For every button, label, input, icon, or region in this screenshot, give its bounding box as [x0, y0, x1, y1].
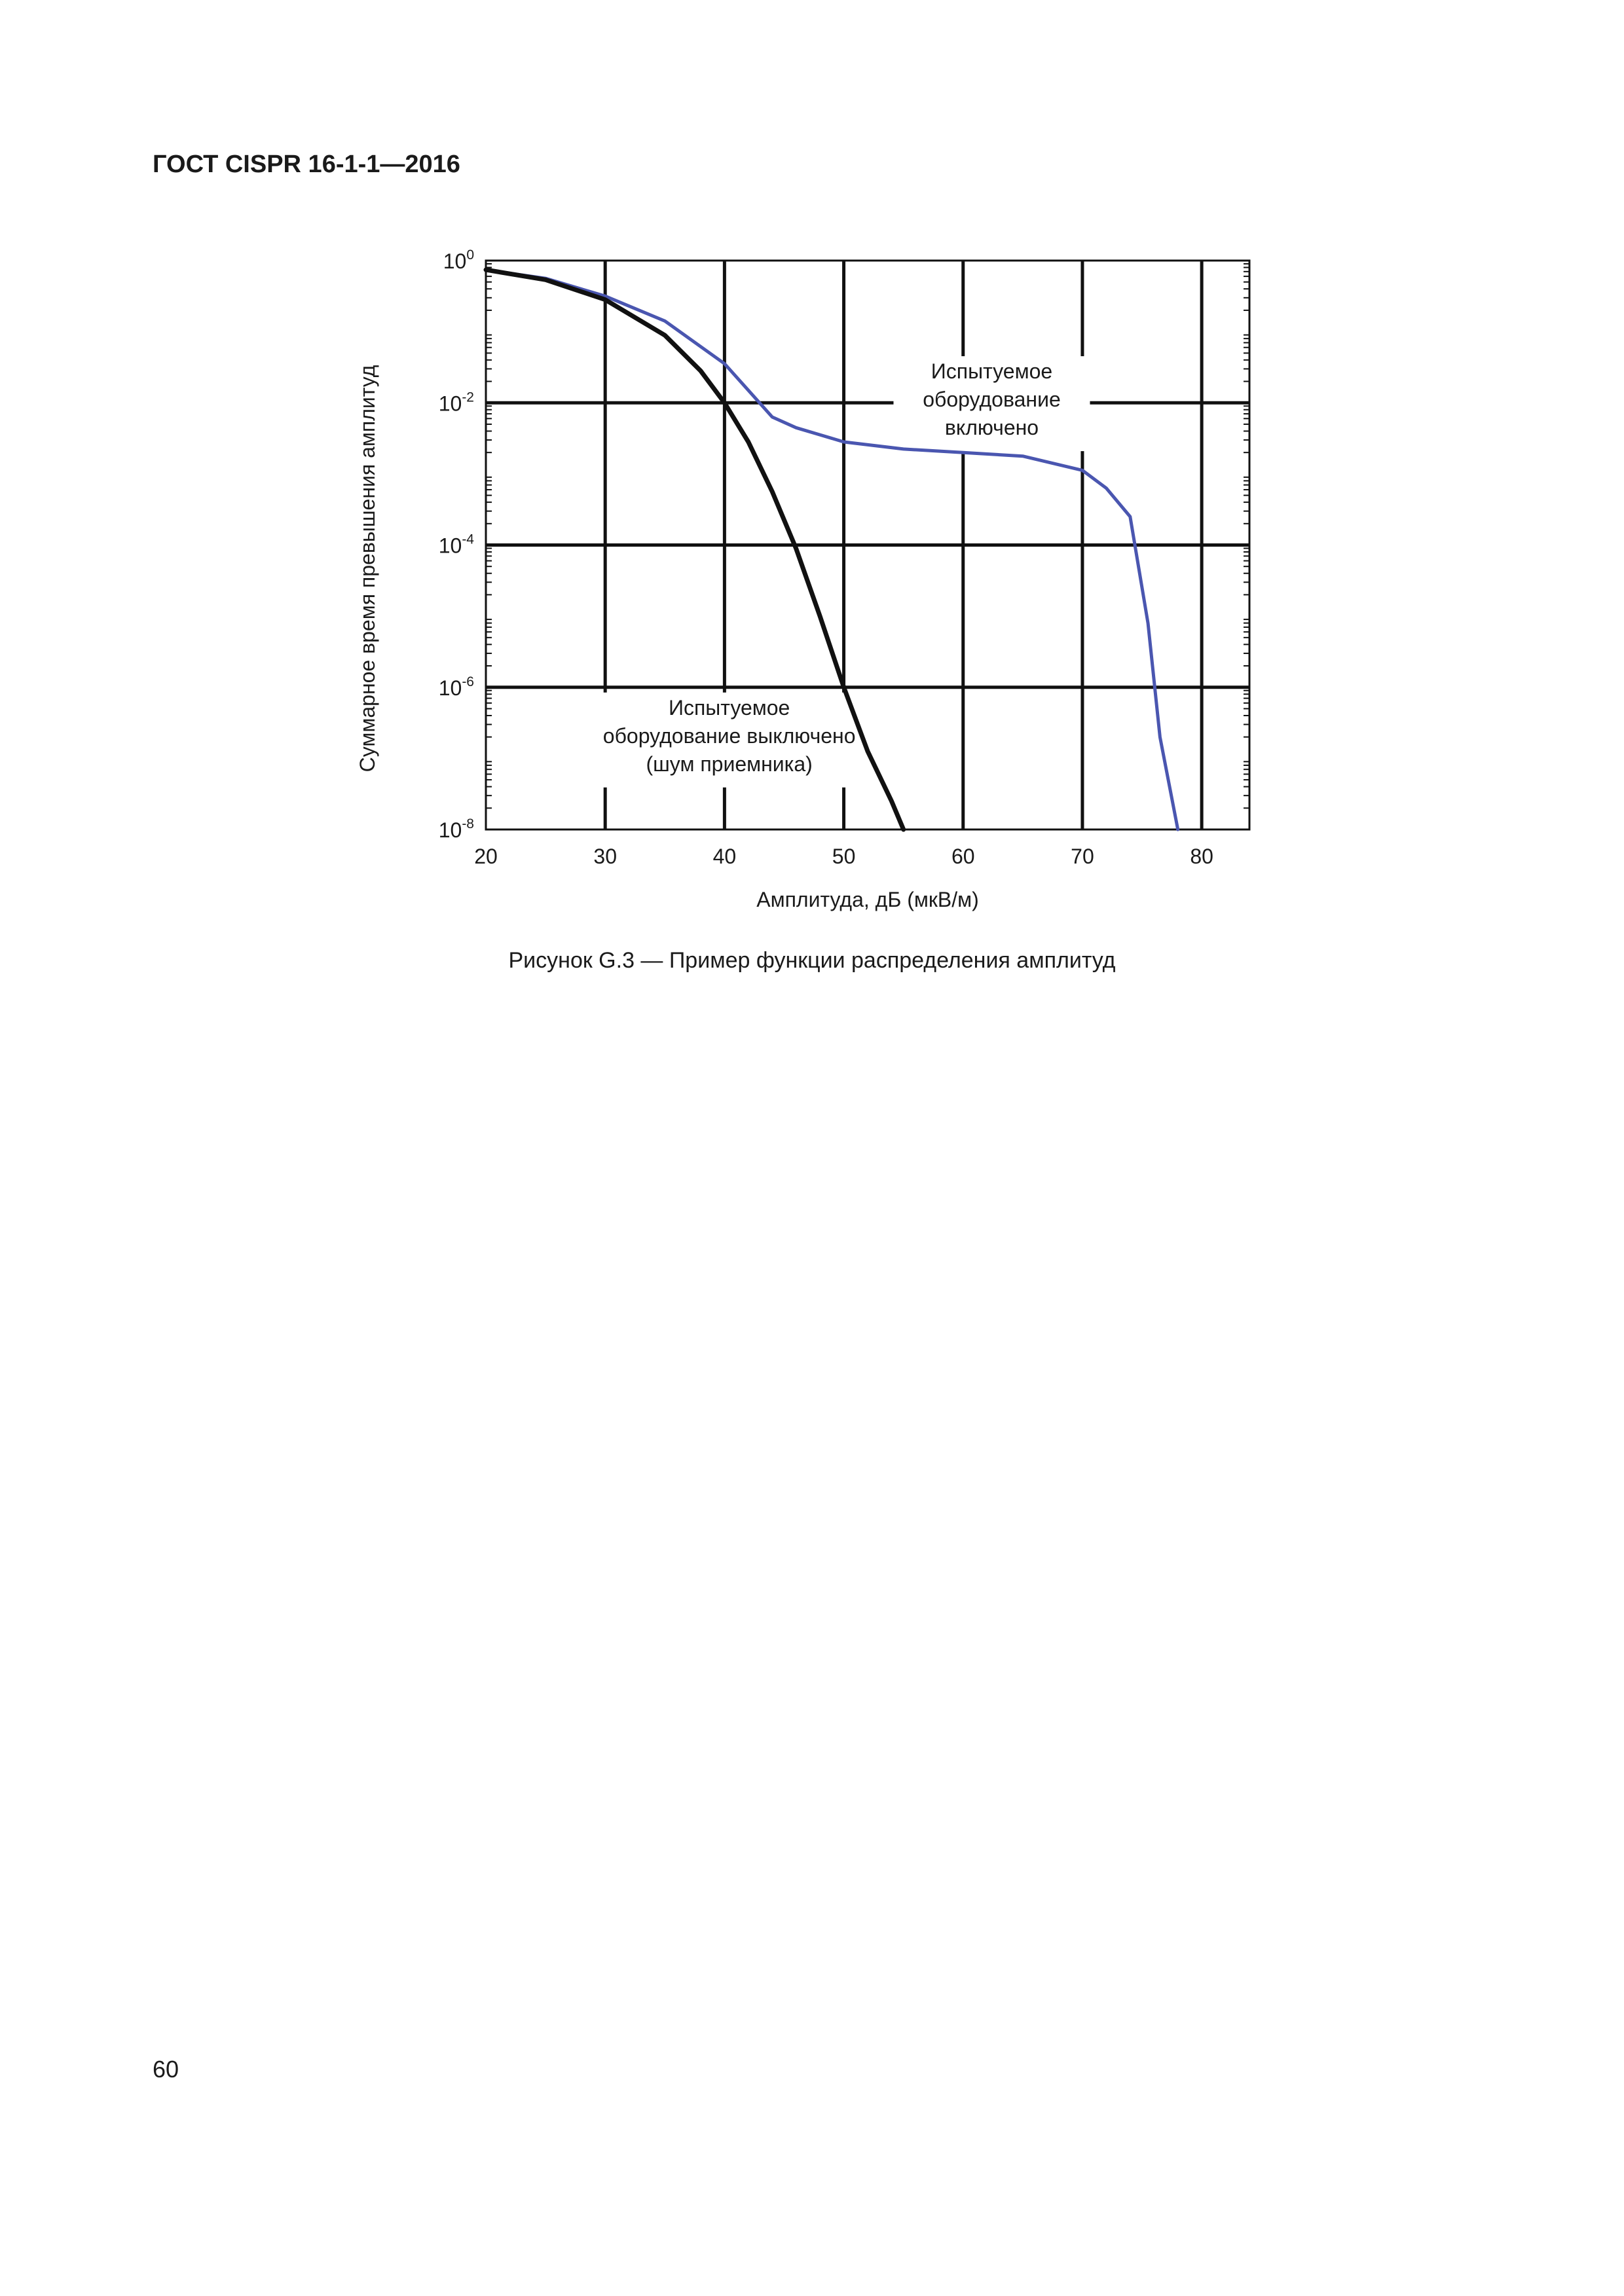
x-tick-label: 20	[474, 845, 498, 868]
annotation-line: Испытуемое	[668, 695, 790, 720]
annotation-line: (шум приемника)	[646, 752, 813, 776]
y-tick-label: $10^{-2}$	[438, 390, 474, 416]
y-tick-label: $10^{-6}$	[438, 674, 474, 700]
chart-svg	[341, 229, 1336, 936]
y-tick-label: $10^{-8}$	[438, 816, 474, 842]
y-tick-label: $10^0$	[443, 247, 474, 273]
amplitude-distribution-figure	[341, 229, 1336, 936]
page-number: 60	[153, 2056, 179, 2083]
annotation-line: включено	[944, 416, 1039, 440]
x-tick-label: 80	[1190, 845, 1213, 868]
x-tick-label: 30	[593, 845, 617, 868]
figure-caption: Рисунок G.3 — Пример функции распределения амплитуд	[508, 948, 1116, 973]
x-axis-label: Амплитуда, дБ (мкВ/м)	[756, 888, 979, 911]
y-tick-label: $10^{-4}$	[438, 532, 474, 558]
annotation-line: оборудование	[923, 388, 1061, 412]
document-header: ГОСТ CISPR 16-1-1—2016	[153, 151, 460, 178]
x-tick-label: 60	[951, 845, 975, 868]
y-axis-label: Суммарное время превышения амплитуд	[356, 365, 379, 773]
x-tick-label: 50	[832, 845, 856, 868]
annotation-line: оборудование выключено	[602, 723, 856, 748]
x-tick-label: 70	[1071, 845, 1094, 868]
annotation-line: Испытуемое	[931, 359, 1053, 384]
x-tick-label: 40	[712, 845, 737, 868]
